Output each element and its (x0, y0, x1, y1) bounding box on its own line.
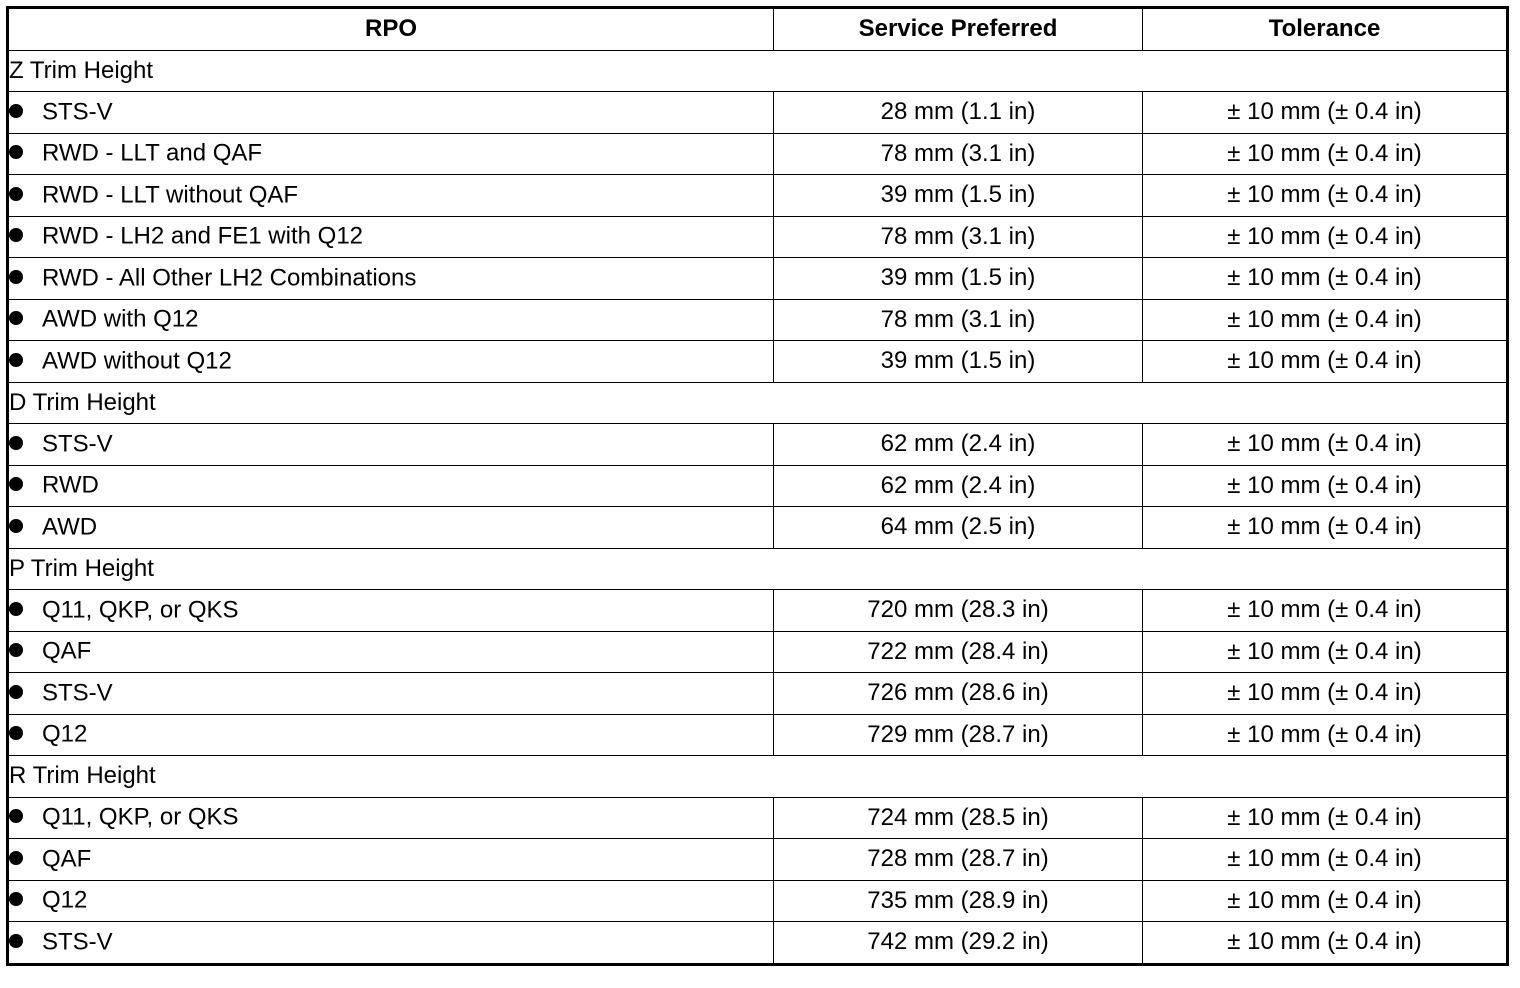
rpo-cell (8, 631, 774, 673)
group-row (8, 50, 1508, 92)
table-row (8, 92, 1508, 134)
tolerance-cell: ± 10 mm (± 0.4 in) (1143, 175, 1508, 217)
rpo-text: RWD (42, 472, 99, 500)
rpo-cell (8, 590, 774, 632)
service-preferred-cell: 78 mm (3.1 in) (774, 133, 1143, 175)
bullet-icon (9, 477, 23, 491)
rpo-cell (8, 92, 774, 134)
table-row (8, 797, 1508, 839)
table-row (8, 673, 1508, 715)
group-row (8, 756, 1508, 798)
tolerance-cell: ± 10 mm (± 0.4 in) (1143, 341, 1508, 383)
rpo-text: Q12 (42, 721, 88, 749)
table-body (8, 50, 1508, 964)
table-row (8, 133, 1508, 175)
tolerance-cell: ± 10 mm (± 0.4 in) (1143, 714, 1508, 756)
bullet-icon (9, 145, 23, 159)
group-label: Z Trim Height (8, 50, 1508, 92)
rpo-text: AWD without Q12 (42, 347, 232, 375)
bullet-icon (9, 228, 23, 242)
tolerance-cell: ± 10 mm (± 0.4 in) (1143, 673, 1508, 715)
service-preferred-header: Service Preferred (774, 8, 1143, 51)
rpo-text: STS-V (42, 928, 113, 956)
rpo-cell (8, 175, 774, 217)
service-preferred-cell: 39 mm (1.5 in) (774, 258, 1143, 300)
service-preferred-cell: 28 mm (1.1 in) (774, 92, 1143, 134)
table-row (8, 299, 1508, 341)
tolerance-cell: ± 10 mm (± 0.4 in) (1143, 839, 1508, 881)
service-preferred-cell: 735 mm (28.9 in) (774, 880, 1143, 922)
rpo-cell (8, 673, 774, 715)
tolerance-cell: ± 10 mm (± 0.4 in) (1143, 424, 1508, 466)
rpo-text: QAF (42, 845, 92, 873)
bullet-icon (9, 187, 23, 201)
bullet-icon (9, 519, 23, 533)
rpo-text: RWD - LLT and QAF (42, 140, 263, 168)
tolerance-cell: ± 10 mm (± 0.4 in) (1143, 880, 1508, 922)
rpo-cell (8, 922, 774, 965)
service-preferred-cell: 722 mm (28.4 in) (774, 631, 1143, 673)
service-preferred-cell: 724 mm (28.5 in) (774, 797, 1143, 839)
tolerance-cell: ± 10 mm (± 0.4 in) (1143, 299, 1508, 341)
rpo-text: QAF (42, 638, 92, 666)
table-row (8, 839, 1508, 881)
bullet-icon (9, 436, 23, 450)
tolerance-header: Tolerance (1143, 8, 1508, 51)
rpo-text: RWD - LLT without QAF (42, 181, 299, 209)
group-label: R Trim Height (8, 756, 1508, 798)
bullet-icon (9, 892, 23, 906)
tolerance-cell: ± 10 mm (± 0.4 in) (1143, 258, 1508, 300)
rpo-text: AWD (42, 513, 98, 541)
table-row (8, 216, 1508, 258)
rpo-cell (8, 797, 774, 839)
group-label: P Trim Height (8, 548, 1508, 590)
bullet-icon (9, 851, 23, 865)
rpo-text: STS-V (42, 430, 113, 458)
service-preferred-cell: 720 mm (28.3 in) (774, 590, 1143, 632)
tolerance-cell: ± 10 mm (± 0.4 in) (1143, 465, 1508, 507)
rpo-cell (8, 507, 774, 549)
bullet-icon (9, 353, 23, 367)
tolerance-cell: ± 10 mm (± 0.4 in) (1143, 922, 1508, 965)
table-row (8, 424, 1508, 466)
service-preferred-cell: 729 mm (28.7 in) (774, 714, 1143, 756)
service-preferred-cell: 742 mm (29.2 in) (774, 922, 1143, 965)
bullet-icon (9, 270, 23, 284)
bullet-icon (9, 809, 23, 823)
rpo-text: STS-V (42, 679, 113, 707)
service-preferred-cell: 62 mm (2.4 in) (774, 424, 1143, 466)
rpo-cell (8, 216, 774, 258)
rpo-cell (8, 133, 774, 175)
service-preferred-cell: 62 mm (2.4 in) (774, 465, 1143, 507)
rpo-cell (8, 424, 774, 466)
rpo-text: AWD with Q12 (42, 306, 199, 334)
service-preferred-cell: 78 mm (3.1 in) (774, 216, 1143, 258)
bullet-icon (9, 104, 23, 118)
table-row (8, 631, 1508, 673)
bullet-icon (9, 311, 23, 325)
table-row (8, 590, 1508, 632)
service-preferred-cell: 78 mm (3.1 in) (774, 299, 1143, 341)
table-row (8, 714, 1508, 756)
tolerance-cell: ± 10 mm (± 0.4 in) (1143, 797, 1508, 839)
tolerance-cell: ± 10 mm (± 0.4 in) (1143, 507, 1508, 549)
bullet-icon (9, 602, 23, 616)
group-row (8, 382, 1508, 424)
bullet-icon (9, 643, 23, 657)
rpo-cell (8, 714, 774, 756)
rpo-cell (8, 258, 774, 300)
rpo-text: Q12 (42, 887, 88, 915)
trim-height-table (6, 6, 1509, 966)
group-label: D Trim Height (8, 382, 1508, 424)
service-preferred-cell: 726 mm (28.6 in) (774, 673, 1143, 715)
service-preferred-cell: 728 mm (28.7 in) (774, 839, 1143, 881)
rpo-text: Q11, QKP, or QKS (42, 804, 239, 832)
rpo-text: Q11, QKP, or QKS (42, 596, 239, 624)
tolerance-cell: ± 10 mm (± 0.4 in) (1143, 631, 1508, 673)
table-row (8, 175, 1508, 217)
rpo-header: RPO (8, 8, 774, 51)
service-preferred-cell: 64 mm (2.5 in) (774, 507, 1143, 549)
bullet-icon (9, 934, 23, 948)
table-row (8, 465, 1508, 507)
table-row (8, 258, 1508, 300)
table-row (8, 922, 1508, 965)
table-row (8, 880, 1508, 922)
tolerance-cell: ± 10 mm (± 0.4 in) (1143, 216, 1508, 258)
tolerance-cell: ± 10 mm (± 0.4 in) (1143, 590, 1508, 632)
header-row (8, 8, 1508, 51)
table-row (8, 507, 1508, 549)
rpo-cell (8, 839, 774, 881)
rpo-cell (8, 465, 774, 507)
service-preferred-cell: 39 mm (1.5 in) (774, 175, 1143, 217)
rpo-text: RWD - LH2 and FE1 with Q12 (42, 223, 364, 251)
rpo-cell (8, 341, 774, 383)
bullet-icon (9, 685, 23, 699)
service-preferred-cell: 39 mm (1.5 in) (774, 341, 1143, 383)
rpo-cell (8, 299, 774, 341)
group-row (8, 548, 1508, 590)
rpo-text: STS-V (42, 98, 113, 126)
rpo-text: RWD - All Other LH2 Combinations (42, 264, 417, 292)
table-row (8, 341, 1508, 383)
tolerance-cell: ± 10 mm (± 0.4 in) (1143, 92, 1508, 134)
bullet-icon (9, 726, 23, 740)
rpo-cell (8, 880, 774, 922)
tolerance-cell: ± 10 mm (± 0.4 in) (1143, 133, 1508, 175)
